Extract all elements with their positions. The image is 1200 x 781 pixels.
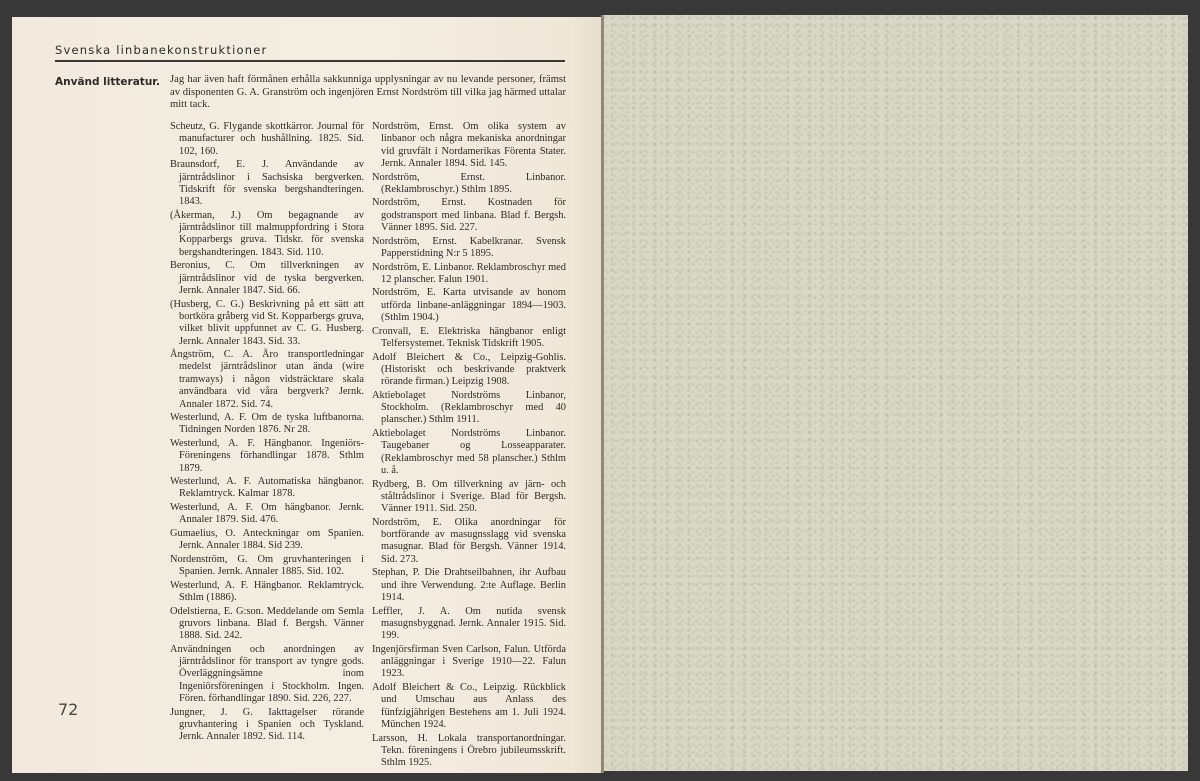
reference-entry: Aktiebolaget Nordströms Linbanor. Taugebaner og Losseapparater. (Reklambroschyr med 58 planscher.) Sthlm u. å. <box>372 427 566 476</box>
reference-entry: Gumaelius, O. Anteckningar om Spanien. Jernk. Annaler 1884. Sid 239. <box>170 527 364 552</box>
reference-entry: Nordström, Ernst. Om olika system av linbanor och några mekaniska anordningar vid gruvfält i Nordamerikas Förenta Stater. Jernk. Annaler 1894. Sid. 145. <box>372 121 566 170</box>
reference-entry: Användningen och anordningen av järntrådslinor för transport av tyngre gods. Överläggningsämne inom Ingeniörsföreningen i Stockholm. Ingen. Fören. förhandlingar 1890. Sid. 226, 227. <box>170 643 364 705</box>
reference-entry: Ingenjörsfirman Sven Carlson, Falun. Utförda anläggningar i Sverige 1910—22. Falun 1923. <box>372 643 566 680</box>
bibliography-column-2 <box>372 121 566 771</box>
reference-entry: Nordström, Ernst. Kostnaden för godstransport med linbana. Blad f. Bergsh. Vänner 1895. Sid. 227. <box>372 197 566 234</box>
reference-entry: Westerlund, A. F. Automatiska hängbanor. Reklamtryck. Kalmar 1878. <box>170 476 364 500</box>
reference-entry: Nordström, E. Olika anordningar för bortförande av masugnsslagg vid svenska masugnar. Blad för Bergsh. Vänner 1914. Sid. 273. <box>372 516 566 565</box>
reference-entry: Westerlund, A. F. Hängbanor. Reklamtryck. Sthlm (1886). <box>170 579 364 603</box>
reference-entry: Nordström, Ernst. Kabelkranar. Svensk Papperstidning N:r 5 1895. <box>372 235 566 259</box>
reference-entry: (Åkerman, J.) Om begagnande av järntrådslinor till malmuppfordring i Stora Kopparbergs gruva. Tidskr. för svenska bergshandteringen. 1843. Sid. 110. <box>170 209 364 258</box>
reference-entry: Rydberg, B. Om tillverkning av järn- och ståltrådslinor i Sverige. Blad för Bergsh. Vänner 1911. Sid. 250. <box>372 478 566 515</box>
reference-entry: Nordström, E. Linbanor. Reklambroschyr med 12 planscher. Falun 1901. <box>372 261 566 285</box>
reference-entry: Braunsdorf, E. J. Användande av järntrådslinor i Sachsiska bergverken. Tidskrift för svenska bergshandteringen. 1843. <box>170 159 364 208</box>
page-number: 72 <box>58 700 79 719</box>
reference-entry: Stephan, P. Die Drahtseilbahnen, ihr Aufbau und ihre Verwendung. 2:te Auflage. Berlin 1914. <box>372 567 566 603</box>
reference-entry: (Husberg, C. G.) Beskrivning på ett sätt att bortköra gråberg vid St. Kopparbergs gruva, vilket blivit uppfunnet av C. G. Husberg. Jernk. Annaler 1843. Sid. 33. <box>170 298 364 347</box>
section-side-label: Använd litteratur. <box>55 76 160 88</box>
reference-entry: Leffler, J. A. Om nutida svensk masugnsbyggnad. Jernk. Annaler 1915. Sid. 199. <box>372 605 566 642</box>
reference-entry: Adolf Bleichert & Co., Leipzig-Gohlis. (Historiskt och beskrivande praktverk rörande firman.) Leipzig 1908. <box>372 351 566 388</box>
intro-paragraph: Jag har även haft förmånen erhålla sakkunniga upplysningar av nu levande personer, främst av disponenten G. A. Granström och ingenjören Ernst Nordström till vilka jag härmed uttalar mitt tack. <box>170 74 566 111</box>
bibliography-column-1 <box>170 121 364 745</box>
reference-entry: Nordström, E. Karta utvisande av honom utförda linbane-anläggningar 1894—1903. (Sthlm 1904.) <box>372 287 566 324</box>
header-rule <box>55 60 565 62</box>
reference-entry: Ångström, C. A. Äro transportledningar medelst järntrådslinor utan ända (wire tramways) i någon vidsträcktare skala användbara vid våra bergverk? Jernk. Annaler 1872. Sid. 74. <box>170 349 364 410</box>
reference-entry: Beronius, C. Om tillverkningen av järntrådslinor vid de tyska bergverken. Jernk. Annaler 1847. Sid. 66. <box>170 260 364 297</box>
right-page-blank-endpaper <box>604 15 1188 771</box>
reference-entry: Westerlund, A. F. Om hängbanor. Jernk. Annaler 1879. Sid. 476. <box>170 502 364 526</box>
reference-entry: Scheutz, G. Flygande skottkärror. Journal för manufacturer och hushållning. 1825. Sid. 102, 160. <box>170 121 364 157</box>
reference-entry: Westerlund, A. F. Hängbanor. Ingeniörs-Föreningens förhandlingar 1878. Sthlm 1879. <box>170 437 364 474</box>
running-head: Svenska linbanekonstruktioner <box>55 43 268 57</box>
reference-entry: Odelstierna, E. G:son. Meddelande om Semla gruvors linbana. Blad f. Bergsh. Vänner 1888. Sid. 242. <box>170 605 364 642</box>
reference-entry: Adolf Bleichert & Co., Leipzig. Rückblick und Umschau aus Anlass des fünfzigjährigen Bestehens am 1. Juli 1924. München 1924. <box>372 681 566 730</box>
reference-entry: Larsson, H. Lokala transportanordningar. Tekn. föreningens i Örebro jubileumsskrift. Sthlm 1925. <box>372 732 566 769</box>
reference-entry: Westerlund, A. F. Om de tyska luftbanorna. Tidningen Norden 1876. Nr 28. <box>170 412 364 436</box>
reference-entry: Aktiebolaget Nordströms Linbanor, Stockholm. (Reklambroschyr med 40 planscher.) Sthlm 1911. <box>372 389 566 426</box>
reference-entry: Nordström, Ernst. Linbanor. (Reklambroschyr.) Sthlm 1895. <box>372 171 566 195</box>
reference-entry: Nordenström, G. Om gruvhanteringen i Spanien. Jernk. Annaler 1885. Sid. 102. <box>170 553 364 578</box>
reference-entry: Jungner, J. G. Iakttagelser rörande gruvhantering i Spanien och Tyskland. Jernk. Annaler 1892. Sid. 114. <box>170 706 364 743</box>
reference-entry: Cronvall, E. Elektriska hängbanor enligt Telfersystemet. Teknisk Tidskrift 1905. <box>372 325 566 349</box>
